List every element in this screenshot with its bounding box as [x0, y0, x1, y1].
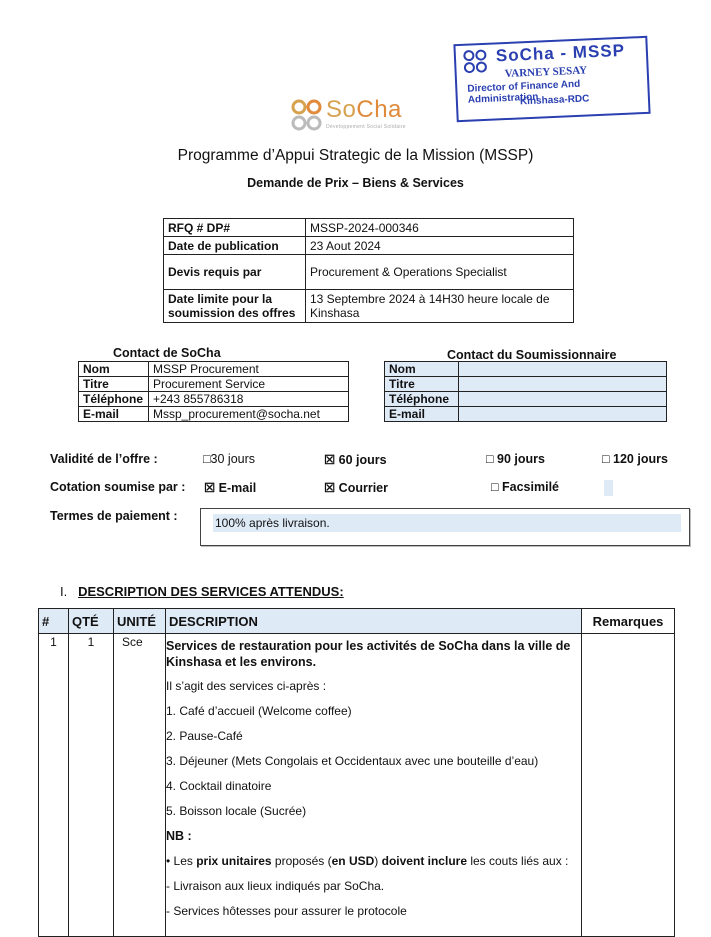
payment-label: Termes de paiement : — [50, 509, 178, 523]
contact-value: Procurement Service — [149, 377, 349, 392]
rfq-label: Date de publication — [164, 237, 306, 255]
table-row — [39, 634, 675, 937]
rfq-value: 13 Septembre 2024 à 14H30 heure locale de Kinshasa — [306, 290, 574, 323]
table-header-row — [39, 609, 675, 634]
contact-bidder-heading: Contact du Soumissionnaire — [447, 348, 617, 362]
col-header-unit: UNITÉ — [114, 609, 166, 634]
contact-value: Mssp_procurement@socha.net — [149, 407, 349, 422]
quotation-option-courrier[interactable]: ☒ Courrier — [324, 481, 388, 495]
contact-row — [79, 407, 349, 422]
service-title: Services de restauration pour les activités de SoCha dans la ville de Kinshasa et les environs. — [166, 639, 571, 669]
list-item: 5. Boisson locale (Sucrée) — [166, 804, 307, 818]
contact-socha-heading: Contact de SoCha — [113, 346, 221, 360]
socha-logo — [290, 96, 420, 136]
program-title: Programme d’Appui Strategic de la Mission (MSSP) — [177, 147, 534, 164]
contact-bidder-name-field[interactable] — [459, 362, 667, 377]
logo-text: SoCha — [326, 96, 402, 123]
payment-terms-field[interactable]: 100% après livraison. — [213, 514, 681, 532]
rfq-value: 23 Aout 2024 — [306, 237, 574, 255]
validity-label: Validité de l’offre : — [50, 452, 158, 466]
contact-row — [79, 377, 349, 392]
contact-value: +243 855786318 — [149, 392, 349, 407]
rfq-label: Date limite pour la soumission des offres — [164, 290, 306, 323]
rfq-value: Procurement & Operations Specialist — [306, 255, 574, 290]
contact-bidder-title-field[interactable] — [459, 377, 667, 392]
contact-row — [79, 362, 349, 377]
contact-label: Nom — [79, 362, 149, 377]
col-header-num: # — [39, 609, 69, 634]
document-subtitle: Demande de Prix – Biens & Services — [247, 176, 464, 190]
contact-label: E-mail — [385, 407, 459, 422]
col-header-description: DESCRIPTION — [166, 609, 582, 634]
contact-bidder-email-field[interactable] — [459, 407, 667, 422]
stamp-logo-icon — [462, 49, 493, 74]
rfq-row — [164, 290, 574, 323]
contact-row — [385, 407, 667, 422]
nb-heading: NB : — [166, 829, 192, 843]
section-title: DESCRIPTION DES SERVICES ATTENDUS: — [78, 584, 344, 599]
validity-option-30[interactable]: □30 jours — [203, 452, 256, 466]
contact-row — [385, 392, 667, 407]
validity-option-90[interactable]: □ 90 jours — [486, 452, 545, 466]
list-item: - Livraison aux lieux indiqués par SoCha. — [166, 879, 385, 893]
contact-label: Titre — [385, 377, 459, 392]
quotation-option-email[interactable]: ☒ E-mail — [204, 481, 257, 495]
rfq-label: Devis requis par — [164, 255, 306, 290]
col-header-remarks: Remarques — [582, 609, 675, 634]
validity-option-120[interactable]: □ 120 jours — [602, 452, 668, 466]
list-item: 2. Pause-Café — [166, 729, 243, 743]
contact-row — [385, 377, 667, 392]
list-item: 4. Cocktail dinatoire — [166, 779, 272, 793]
rfq-row — [164, 237, 574, 255]
service-intro: Il s’agit des services ci-après : — [166, 679, 327, 693]
list-item: 3. Déjeuner (Mets Congolais et Occidentaux avec une bouteille d’eau) — [166, 754, 539, 768]
contact-socha-table — [78, 361, 349, 422]
row-description — [166, 634, 582, 937]
quotation-option-facsimile[interactable]: □ Facsimilé — [491, 480, 559, 494]
contact-bidder-table — [384, 361, 667, 422]
contact-label: E-mail — [79, 407, 149, 422]
services-table — [38, 608, 675, 937]
row-qty: 1 — [69, 634, 114, 937]
contact-value: MSSP Procurement — [149, 362, 349, 377]
quotation-label: Cotation soumise par : — [50, 480, 186, 494]
contact-label: Téléphone — [79, 392, 149, 407]
col-header-qty: QTÉ — [69, 609, 114, 634]
section-heading — [60, 584, 344, 599]
contact-bidder-phone-field[interactable] — [459, 392, 667, 407]
form-field-highlight — [604, 480, 613, 496]
rfq-value: MSSP-2024-000346 — [306, 219, 574, 237]
row-remarks[interactable] — [582, 634, 675, 937]
official-stamp — [453, 36, 650, 122]
list-item: - Services hôtesses pour assurer le protocole — [166, 904, 407, 918]
rfq-label: RFQ # DP# — [164, 219, 306, 237]
stamp-location: Kinshasa-RDC — [519, 93, 590, 108]
stamp-role: Director of Finance And Administration — [467, 78, 581, 106]
contact-label: Nom — [385, 362, 459, 377]
row-num: 1 — [39, 634, 69, 937]
contact-label: Titre — [79, 377, 149, 392]
contact-label: Téléphone — [385, 392, 459, 407]
socha-logo-icon — [290, 98, 324, 132]
rfq-row — [164, 219, 574, 237]
stamp-title: SoCha - MSSP — [495, 40, 626, 66]
list-item: 1. Café d’accueil (Welcome coffee) — [166, 704, 352, 718]
stamp-name: VARNEY SESAY — [504, 64, 588, 81]
row-unit: Sce — [114, 634, 166, 937]
contact-row — [79, 392, 349, 407]
payment-terms-box — [200, 508, 690, 546]
logo-tagline: Développement Social Solidaire — [326, 124, 406, 130]
validity-option-60[interactable]: ☒ 60 jours — [324, 453, 387, 467]
rfq-row — [164, 255, 574, 290]
contact-row — [385, 362, 667, 377]
section-number: I. — [60, 584, 68, 599]
rfq-info-table — [163, 218, 574, 323]
nb-text: • Les prix unitaires proposés (en USD) doivent inclure les couts liés aux : — [166, 854, 569, 868]
